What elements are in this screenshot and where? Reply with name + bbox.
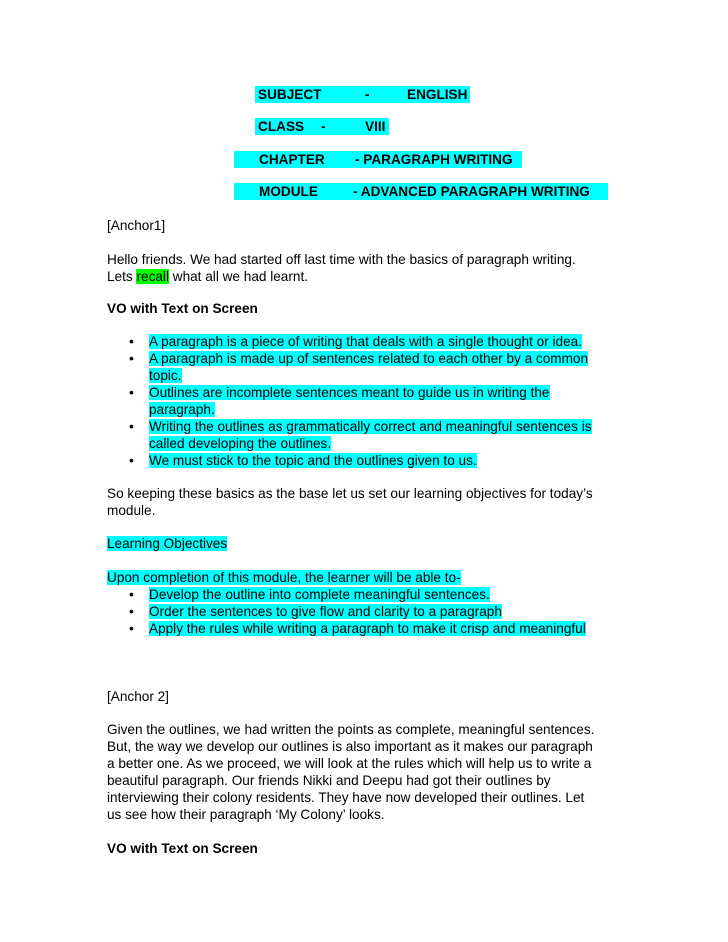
transition-line-2: module. (107, 503, 156, 518)
subject-label: SUBJECT (258, 87, 322, 102)
list-item: • A paragraph is a piece of writing that deals with a single thought or idea. (129, 333, 583, 349)
bullet-icon: • (129, 603, 134, 619)
anchor1-label: [Anchor1] (107, 218, 166, 233)
list-item: • Order the sentences to give flow and clarity to a paragraph (129, 603, 502, 619)
bullet-icon: • (129, 418, 134, 434)
anchor2-line: But, the way we develop our outlines is also important as it makes our paragraph (107, 739, 593, 754)
vo-heading-2: VO with Text on Screen (107, 841, 258, 856)
intro-line-2-before: Lets (107, 269, 137, 284)
anchor2-line: Given the outlines, we had written the points as complete, meaningful sentences. (107, 722, 595, 737)
bullet-icon: • (129, 620, 134, 636)
class-separator: - (321, 119, 326, 134)
anchor2-label: [Anchor 2] (107, 689, 169, 704)
objectives-intro: Upon completion of this module, the learner will be able to- (107, 570, 461, 585)
bullet-icon: • (129, 350, 134, 366)
chapter-value: - PARAGRAPH WRITING (355, 152, 513, 167)
vo-heading-1: VO with Text on Screen (107, 301, 258, 316)
intro-line-1: Hello friends. We had started off last time with the basics of paragraph writing. (107, 252, 576, 267)
list-item-continuation: paragraph. (149, 402, 215, 417)
list-item: • Develop the outline into complete meaningful sentences. (129, 586, 490, 602)
list-item-continuation: topic. (149, 368, 182, 383)
chapter-label: CHAPTER (259, 152, 325, 167)
bullet-icon: • (129, 384, 134, 400)
class-value: VIII (365, 119, 386, 134)
subject-value: ENGLISH (407, 87, 468, 102)
module-label: MODULE (259, 184, 318, 199)
list-item: • Apply the rules while writing a paragraph to make it crisp and meaningful (129, 620, 586, 636)
objectives-list (107, 586, 586, 637)
basics-list (107, 333, 592, 469)
list-item: • We must stick to the topic and the outlines given to us. (129, 452, 477, 468)
list-item: • Writing the outlines as grammatically correct and meaningful sentences is (129, 418, 592, 434)
bullet-icon: • (129, 452, 134, 468)
subject-separator: - (365, 87, 370, 102)
list-item-continuation: called developing the outlines. (149, 436, 332, 451)
bullet-icon: • (129, 586, 134, 602)
bullet-icon: • (129, 333, 134, 349)
anchor2-line: interviewing their colony residents. They have now developed their outlines. Let (107, 790, 585, 805)
objectives-heading: Learning Objectives (107, 536, 228, 551)
list-item: • A paragraph is made up of sentences related to each other by a common (129, 350, 589, 366)
anchor2-line: a better one. As we proceed, we will look at the rules which will help us to write a (107, 756, 592, 771)
module-value: - ADVANCED PARAGRAPH WRITING (353, 184, 590, 199)
intro-line-2-after: what all we had learnt. (168, 269, 309, 284)
intro-line-2 (107, 268, 627, 285)
anchor2-line: beautiful paragraph. Our friends Nikki and Deepu had got their outlines by (107, 773, 551, 788)
anchor2-line: us see how their paragraph ‘My Colony’ looks. (107, 807, 385, 822)
transition-line-1: So keeping these basics as the base let us set our learning objectives for today’s (107, 486, 593, 501)
class-label: CLASS (258, 119, 305, 134)
list-item: • Outlines are incomplete sentences meant to guide us in writing the (129, 384, 550, 400)
recall-highlight: recall (136, 269, 169, 284)
